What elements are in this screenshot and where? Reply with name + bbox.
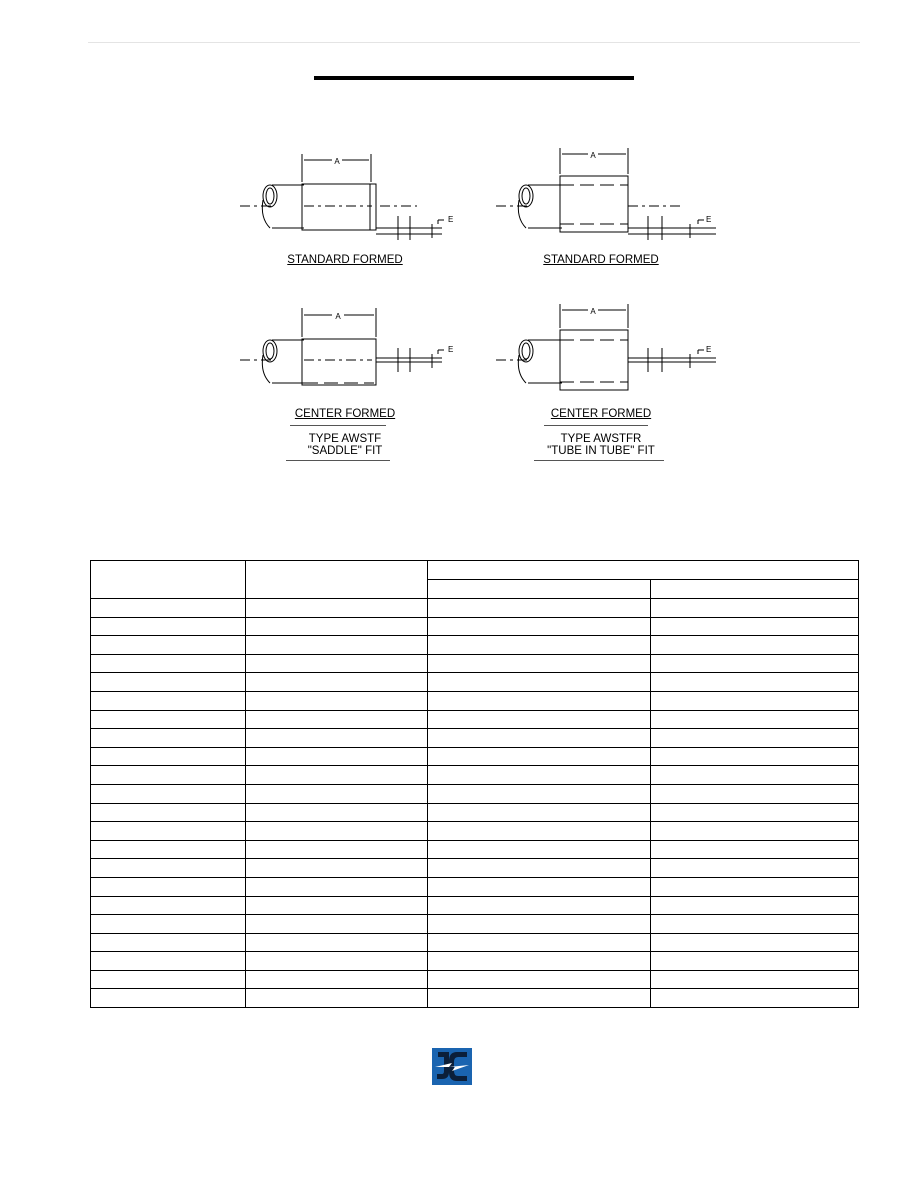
- dimension-label-e: E: [448, 345, 454, 354]
- table-row: [91, 989, 859, 1008]
- table-cell: [651, 599, 859, 618]
- table-cell: [246, 877, 428, 896]
- table-cell: [246, 859, 428, 878]
- caption-fit-right: "TUBE IN TUBE" FIT: [547, 445, 655, 457]
- table-cell: [246, 784, 428, 803]
- table-cell: [428, 599, 651, 618]
- table-cell: [428, 636, 651, 655]
- table-row: [91, 617, 859, 636]
- dimension-label-e: E: [706, 345, 712, 354]
- table-cell: [428, 729, 651, 748]
- table-cell: [651, 952, 859, 971]
- table-cell: [91, 766, 246, 785]
- table-row: [91, 822, 859, 841]
- table-cell: [651, 729, 859, 748]
- table-cell: [91, 989, 246, 1008]
- table-cell: [91, 599, 246, 618]
- caption-center-formed-left: CENTER FORMED: [294, 408, 396, 420]
- table-cell: [651, 710, 859, 729]
- table-cell: [246, 970, 428, 989]
- table-row: [91, 654, 859, 673]
- dimension-label-a: A: [334, 157, 340, 166]
- table-cell: [428, 673, 651, 692]
- table-cell: [246, 729, 428, 748]
- table-cell: [651, 673, 859, 692]
- table-cell: [91, 710, 246, 729]
- spec-table-body: [91, 561, 859, 1008]
- table-cell: [651, 933, 859, 952]
- table-cell: [651, 691, 859, 710]
- table-cell: [651, 784, 859, 803]
- table-cell: [91, 691, 246, 710]
- table-cell: [246, 654, 428, 673]
- table-row: [91, 840, 859, 859]
- table-row: [91, 636, 859, 655]
- table-cell: [91, 896, 246, 915]
- table-cell: [428, 691, 651, 710]
- table-cell: [91, 803, 246, 822]
- caption-rule: [290, 425, 386, 426]
- table-cell: [651, 803, 859, 822]
- table-cell: [428, 803, 651, 822]
- drawings-area: [232, 140, 732, 480]
- caption-fit-left: "SADDLE" FIT: [307, 445, 383, 457]
- table-cell: [651, 636, 859, 655]
- header-cell: [428, 561, 859, 580]
- caption-type-left: TYPE AWSTF: [308, 433, 382, 445]
- table-row: [91, 896, 859, 915]
- table-cell: [428, 840, 651, 859]
- dimension-label-a: A: [335, 312, 341, 321]
- table-row: [91, 710, 859, 729]
- table-cell: [651, 822, 859, 841]
- table-cell: [246, 636, 428, 655]
- caption-center-formed-right: CENTER FORMED: [550, 408, 652, 420]
- table-cell: [651, 970, 859, 989]
- table-cell: [428, 970, 651, 989]
- table-header-row: [91, 561, 859, 580]
- table-cell: [428, 933, 651, 952]
- table-cell: [246, 766, 428, 785]
- table-cell: [428, 617, 651, 636]
- caption-type-right: TYPE AWSTFR: [560, 433, 642, 445]
- drawing-center-formed-tube: [496, 304, 716, 390]
- table-cell: [651, 617, 859, 636]
- table-cell: [428, 784, 651, 803]
- drawing-standard-formed-saddle: [240, 154, 444, 240]
- table-row: [91, 691, 859, 710]
- technical-drawings: [232, 140, 732, 480]
- table-cell: [428, 952, 651, 971]
- header-cell: [651, 580, 859, 599]
- table-row: [91, 599, 859, 618]
- table-cell: [651, 877, 859, 896]
- table-cell: [428, 747, 651, 766]
- table-cell: [91, 673, 246, 692]
- table-cell: [246, 710, 428, 729]
- table-cell: [91, 840, 246, 859]
- drawing-center-formed-saddle: [240, 308, 444, 385]
- table-cell: [91, 747, 246, 766]
- table-row: [91, 933, 859, 952]
- table-cell: [91, 970, 246, 989]
- table-cell: [428, 877, 651, 896]
- table-cell: [428, 989, 651, 1008]
- table-cell: [428, 710, 651, 729]
- header-rule: [88, 42, 860, 43]
- table-cell: [91, 636, 246, 655]
- caption-standard-formed-right: STANDARD FORMED: [543, 254, 659, 266]
- table-cell: [91, 933, 246, 952]
- table-cell: [246, 915, 428, 934]
- table-row: [91, 766, 859, 785]
- table-cell: [91, 729, 246, 748]
- table-cell: [246, 599, 428, 618]
- table-cell: [246, 673, 428, 692]
- table-cell: [651, 915, 859, 934]
- table-row: [91, 915, 859, 934]
- table-cell: [428, 859, 651, 878]
- table-cell: [91, 915, 246, 934]
- table-cell: [91, 654, 246, 673]
- table-cell: [246, 691, 428, 710]
- dimension-label-a: A: [590, 307, 596, 316]
- table-cell: [651, 840, 859, 859]
- table-row: [91, 952, 859, 971]
- caption-standard-formed-left: STANDARD FORMED: [287, 254, 403, 266]
- drawing-standard-formed-tube: [496, 148, 716, 240]
- table-row: [91, 747, 859, 766]
- spec-table: [90, 560, 859, 1008]
- table-cell: [428, 654, 651, 673]
- table-cell: [91, 822, 246, 841]
- table-cell: [246, 803, 428, 822]
- table-cell: [651, 766, 859, 785]
- table-row: [91, 784, 859, 803]
- table-cell: [246, 747, 428, 766]
- header-cell: [246, 561, 428, 599]
- title-bar: [314, 76, 634, 80]
- table-cell: [91, 877, 246, 896]
- dimension-label-e: E: [706, 215, 712, 224]
- header-cell: [428, 580, 651, 599]
- table-row: [91, 877, 859, 896]
- table-cell: [91, 784, 246, 803]
- caption-rule: [286, 460, 390, 461]
- table-cell: [246, 896, 428, 915]
- table-row: [91, 673, 859, 692]
- table-cell: [651, 896, 859, 915]
- table-row: [91, 859, 859, 878]
- dimension-label-a: A: [590, 151, 596, 160]
- table-row: [91, 729, 859, 748]
- table-cell: [246, 840, 428, 859]
- table-cell: [428, 822, 651, 841]
- table-cell: [428, 915, 651, 934]
- table-row: [91, 803, 859, 822]
- table-row: [91, 970, 859, 989]
- table-cell: [246, 617, 428, 636]
- table-cell: [651, 747, 859, 766]
- table-cell: [91, 952, 246, 971]
- table-cell: [428, 766, 651, 785]
- table-cell: [246, 952, 428, 971]
- table-cell: [91, 859, 246, 878]
- table-cell: [246, 989, 428, 1008]
- table-cell: [246, 933, 428, 952]
- caption-rule: [534, 460, 664, 461]
- header-cell: [91, 561, 246, 599]
- company-logo: [432, 1048, 472, 1085]
- table-cell: [91, 617, 246, 636]
- table-cell: [651, 989, 859, 1008]
- dimension-label-e: E: [448, 215, 454, 224]
- table-cell: [651, 859, 859, 878]
- table-cell: [651, 654, 859, 673]
- table-cell: [428, 896, 651, 915]
- table-cell: [246, 822, 428, 841]
- caption-rule: [544, 425, 648, 426]
